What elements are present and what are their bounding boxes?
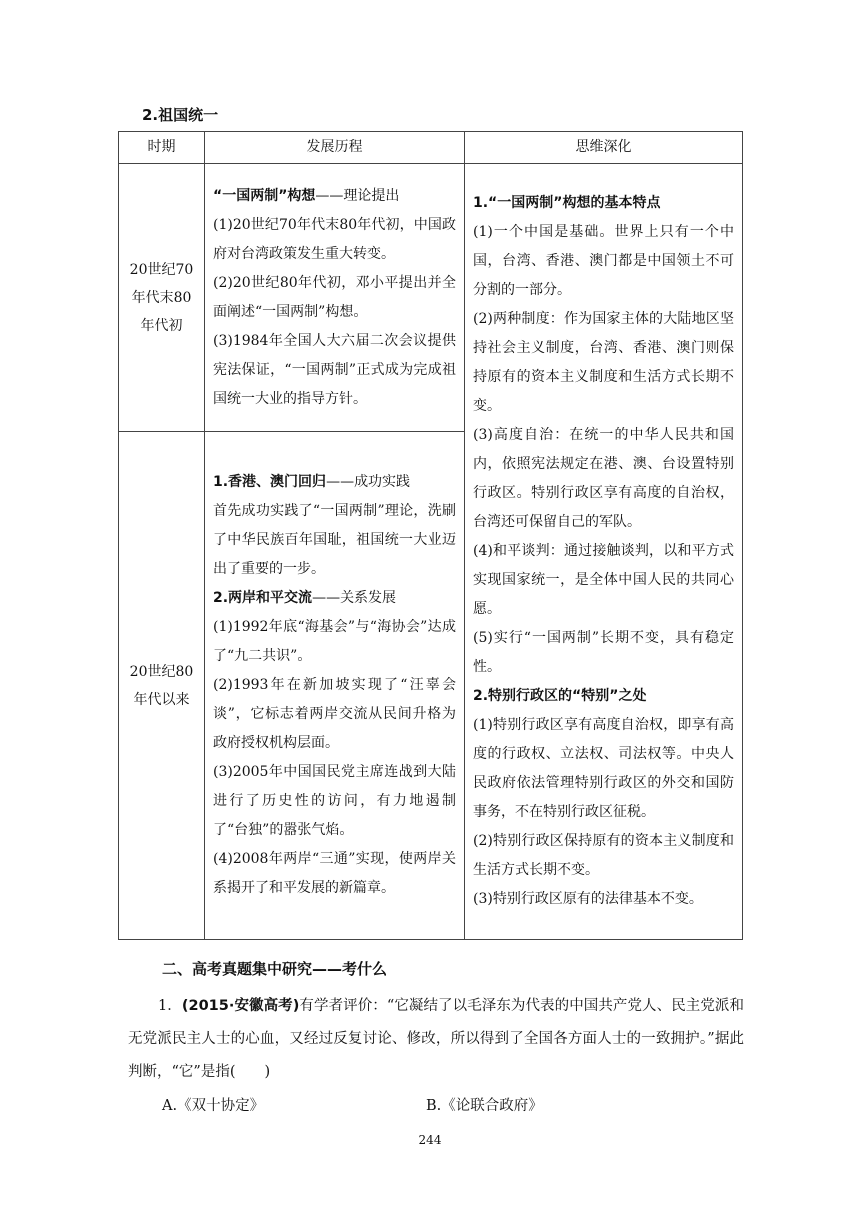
paragraph xyxy=(473,682,734,711)
header-thinking: 思维深化 xyxy=(465,132,743,164)
paragraph-text: ——理论提出 xyxy=(315,187,400,204)
paragraph xyxy=(213,327,456,414)
paragraph xyxy=(213,584,456,613)
section-title: 2.祖国统一 xyxy=(142,106,219,124)
paragraph-heading: 2.两岸和平交流 xyxy=(213,590,313,606)
paragraph xyxy=(213,497,456,584)
paragraph xyxy=(213,845,456,903)
paragraph xyxy=(473,305,734,421)
paragraph xyxy=(473,218,734,305)
paragraph xyxy=(213,269,456,327)
paragraph xyxy=(213,758,456,845)
paragraph-text: 首先成功实践了“一国两制”理论，洗刷了中华民族百年国耻，祖国统一大业迈出了重要的一步。 xyxy=(213,503,456,577)
paragraph-text: (2)两种制度：作为国家主体的大陆地区坚持社会主义制度，台湾、香港、澳门则保持原有的资本主义制度和生活方式长期不变。 xyxy=(473,311,734,414)
paragraph-text: (2)特别行政区保持原有的资本主义制度和生活方式长期不变。 xyxy=(473,833,734,878)
period-cell: 20世纪80年代以来 xyxy=(119,432,205,940)
paragraph-text: (3)1984年全国人大六届二次会议提供宪法保证，“一国两制”正式成为完成祖国统一大业的指导方针。 xyxy=(213,332,456,407)
paragraph xyxy=(213,211,456,269)
option-label: A. xyxy=(162,1098,178,1114)
development-cell xyxy=(205,432,465,940)
paragraph xyxy=(213,671,456,758)
paragraph xyxy=(473,421,734,537)
page-number: 244 xyxy=(418,1133,442,1147)
question-section-title: 二、高考真题集中研究——考什么 xyxy=(162,960,388,978)
thinking-list xyxy=(473,189,734,914)
paragraph-text: ——成功实践 xyxy=(326,474,411,490)
paragraph xyxy=(473,711,734,827)
development-cell xyxy=(205,164,465,432)
dev-list xyxy=(213,182,456,414)
paragraph-text: (1)1992年底“海基会”与“海协会”达成了“九二共识”。 xyxy=(213,619,456,664)
paragraph-text: (1)20世纪70年代末80年代初，中国政府对台湾政策发生重大转变。 xyxy=(213,216,456,262)
paragraph-heading: “一国两制”构想 xyxy=(213,187,316,204)
question-stem xyxy=(128,990,744,1089)
paragraph-heading: 1.“一国两制”构想的基本特点 xyxy=(473,195,661,211)
paragraph xyxy=(213,468,456,497)
option-text: 《双十协定》 xyxy=(177,1098,265,1114)
paragraph xyxy=(473,189,734,218)
thinking-cell xyxy=(465,164,743,940)
paragraph-text: (5)实行“一国两制”长期不变，具有稳定性。 xyxy=(473,630,734,675)
paragraph xyxy=(213,182,456,211)
paragraph-heading: 2.特别行政区的“特别”之处 xyxy=(473,688,647,704)
paragraph-text: (2)20世纪80年代初，邓小平提出并全面阐述“一国两制”构想。 xyxy=(213,274,456,320)
period-cell: 20世纪70年代末80年代初 xyxy=(119,164,205,432)
paragraph-text: (4)2008年两岸“三通”实现，使两岸关系揭开了和平发展的新篇章。 xyxy=(213,851,456,896)
paragraph xyxy=(473,827,734,885)
paragraph-text: (4)和平谈判：通过接触谈判，以和平方式实现国家统一，是全体中国人民的共同心愿。 xyxy=(473,543,734,617)
header-period: 时期 xyxy=(119,132,205,164)
option-text: 《论联合政府》 xyxy=(441,1098,543,1114)
paragraph xyxy=(473,885,734,914)
paragraph-text: (1)特别行政区享有高度自治权，即享有高度的行政权、立法权、司法权等。中央人民政府依法管理特别行政区的外交和国防事务，不在特别行政区征税。 xyxy=(473,717,734,820)
option-b xyxy=(426,1094,543,1115)
paragraph-text: ——关系发展 xyxy=(312,590,397,606)
question-body xyxy=(128,990,744,1089)
option-a xyxy=(162,1094,264,1115)
table-header-row xyxy=(119,132,743,164)
question-source: (2015·安徽高考) xyxy=(181,998,300,1014)
header-development: 发展历程 xyxy=(205,132,465,164)
paragraph-heading: 1.香港、澳门回归 xyxy=(213,474,327,490)
paragraph-text: (3)特别行政区原有的法律基本不变。 xyxy=(473,891,703,907)
paragraph xyxy=(213,613,456,671)
paragraph-text: (2)1993年在新加坡实现了“汪辜会谈”，它标志着两岸交流从民间升格为政府授权机构层面。 xyxy=(213,677,456,751)
paragraph-text: (1)一个中国是基础。世界上只有一个中国，台湾、香港、澳门都是中国领土不可分割的一部分。 xyxy=(473,224,734,298)
paragraph-text: (3)2005年中国国民党主席连战到大陆进行了历史性的访问，有力地遏制了“台独”的嚣张气焰。 xyxy=(213,764,456,838)
paragraph xyxy=(473,624,734,682)
paragraph-text: (3)高度自治：在统一的中华人民共和国内，依照宪法规定在港、澳、台设置特别行政区。特别行政区享有高度的自治权，台湾还可保留自己的军队。 xyxy=(473,427,734,530)
dev-list xyxy=(213,468,456,903)
paragraph xyxy=(473,537,734,624)
question-text: 有学者评价：“它凝结了以毛泽东为代表的中国共产党人、民主党派和无党派民主人士的心血，又经过反复讨论、修改，所以得到了全国各方面人士的一致拥护。”据此判断，“它”是指( ) xyxy=(128,998,744,1080)
table-row xyxy=(119,164,743,432)
question-number: 1． xyxy=(158,998,182,1014)
unification-table xyxy=(118,131,743,940)
option-label: B. xyxy=(426,1098,442,1114)
